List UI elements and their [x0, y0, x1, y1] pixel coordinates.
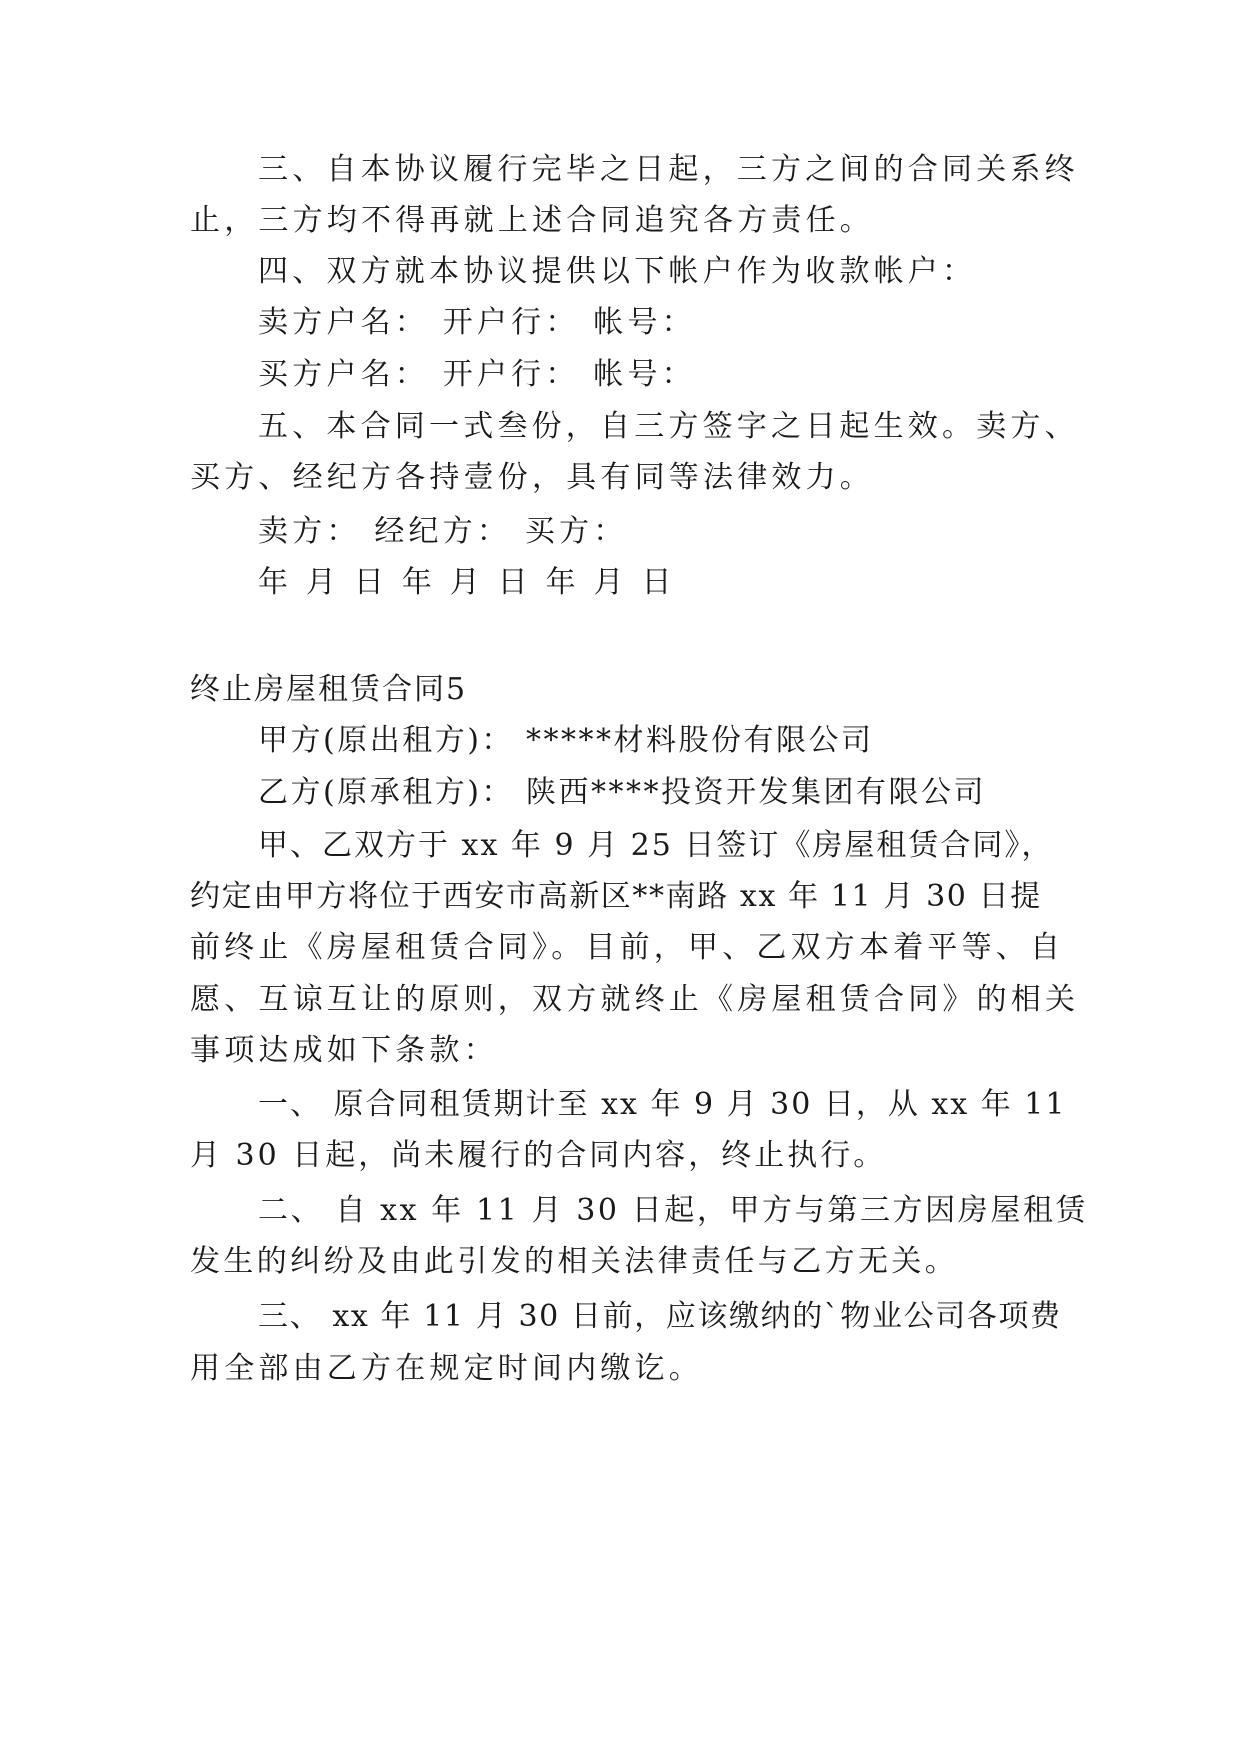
clause-3-line-1: 三、自本协议履行完毕之日起，三方之间的合同关系终: [258, 152, 1079, 187]
item-2-line-1: 二、 自 xx 年 11 月 30 日起，甲方与第三方因房屋租赁: [258, 1193, 1089, 1228]
buyer-account-line: 买方户名： 开户行： 帐号：: [258, 357, 696, 392]
party-b-line: 乙方(原承租方)： 陕西****投资开发集团有限公司: [258, 775, 986, 810]
intro-line-1: 甲、乙双方于 xx 年 9 月 25 日签订《房屋租赁合同》，: [258, 828, 1054, 863]
clause-5-line-2: 买方、经纪方各持壹份，具有同等法律效力。: [190, 460, 874, 495]
seller-account-line: 卖方户名： 开户行： 帐号：: [258, 305, 696, 340]
item-3-line-1: 三、 xx 年 11 月 30 日前，应该缴纳的`物业公司各项费: [258, 1299, 1062, 1334]
intro-line-2: 约定由甲方将位于西安市高新区**南路 xx 年 11 月 30 日提: [190, 879, 1042, 914]
item-2-line-2: 发生的纠纷及由此引发的相关法律责任与乙方无关。: [190, 1244, 959, 1279]
clause-4: 四、双方就本协议提供以下帐户作为收款帐户：: [258, 254, 977, 289]
item-1-line-1: 一、 原合同租赁期计至 xx 年 9 月 30 日，从 xx 年 11: [258, 1087, 1067, 1122]
intro-line-3: 前终止《房屋租赁合同》。目前，甲、乙双方本着平等、自: [190, 930, 1065, 965]
party-a-line: 甲方(原出租方)： *****材料股份有限公司: [258, 723, 874, 758]
clause-3-line-2: 止，三方均不得再就上述合同追究各方责任。: [190, 203, 874, 238]
intro-line-5: 事项达成如下条款：: [190, 1033, 498, 1068]
section-title: 终止房屋租赁合同5: [190, 672, 468, 707]
signature-line: 卖方： 经纪方： 买方：: [258, 514, 628, 549]
clause-5-line-1: 五、本合同一式叁份，自三方签字之日起生效。卖方、: [258, 409, 1079, 444]
intro-line-4: 愿、互谅互让的原则，双方就终止《房屋租赁合同》的相关: [190, 982, 1080, 1017]
date-line: 年 月 日 年 月 日 年 月 日: [258, 565, 676, 600]
item-3-line-2: 用全部由乙方在规定时间内缴讫。: [190, 1351, 703, 1386]
item-1-line-2: 月 30 日起，尚未履行的合同内容，终止执行。: [190, 1138, 887, 1173]
